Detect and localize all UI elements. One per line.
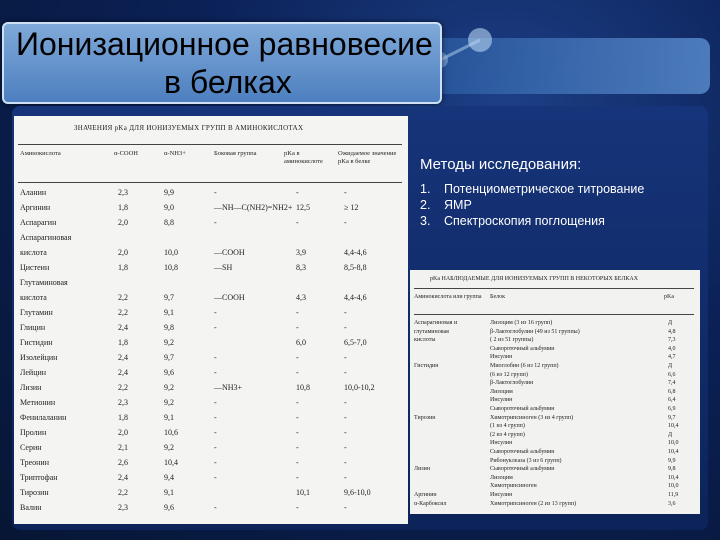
table-cell: - (214, 353, 217, 362)
table-cell: - (296, 308, 299, 317)
table-right-header: Белок (490, 294, 506, 300)
table-cell: 2,2 (118, 383, 128, 392)
table-cell: Рибонуклеаза (3 из 6 групп) (490, 457, 562, 464)
table-cell: - (296, 413, 299, 422)
table-cell: - (344, 368, 347, 377)
table-cell: - (296, 368, 299, 377)
table-cell: - (214, 188, 217, 197)
slide-title-line2: в белках (164, 64, 292, 100)
table-cell: - (214, 323, 217, 332)
slide-title-line1: Ионизационное равновесие (16, 26, 433, 62)
table-cell: 9,1 (164, 308, 174, 317)
table-cell: 10,4 (164, 458, 178, 467)
table-cell: 6,6 (668, 371, 676, 378)
table-cell: 8,3 (296, 263, 306, 272)
table-cell: - (296, 428, 299, 437)
amino-acid-pka-table (14, 116, 408, 524)
table-cell: Гистидин (20, 338, 53, 347)
table-cell: —SH (214, 263, 233, 272)
table-cell: 6,0 (296, 338, 306, 347)
table-row (14, 353, 408, 365)
table-cell: 2,0 (118, 218, 128, 227)
table-cell: 8,5-8,8 (344, 263, 367, 272)
table-cell: 2,3 (118, 188, 128, 197)
table-row (14, 428, 408, 440)
table-row (14, 503, 408, 515)
table-cell: 4,4-4,6 (344, 293, 367, 302)
table-cell: 2,2 (118, 293, 128, 302)
table-cell: - (214, 458, 217, 467)
table-cell: 3,6 (668, 500, 676, 507)
divider (414, 288, 694, 289)
protein-pka-table (410, 270, 700, 514)
table-cell: 9,8 (164, 323, 174, 332)
table-cell: 10,8 (164, 263, 178, 272)
table-cell: Миоглобин (6 из 12 групп) (490, 363, 559, 369)
table-cell: кислота (20, 293, 47, 302)
table-cell: 1,8 (118, 263, 128, 272)
table-cell: Инсулин (490, 397, 513, 404)
list-number: 3. (420, 214, 431, 228)
table-cell: Химотрипсиноген (2 из 13 групп) (490, 500, 577, 507)
table-cell: (2 из 4 групп) (490, 431, 525, 438)
list-item (420, 214, 644, 230)
table-cell: 9,2 (164, 338, 174, 347)
table-cell: Сывороточный альбумин (490, 449, 555, 455)
table-right-header: pKa (664, 294, 674, 300)
table-cell: 9,6 (164, 368, 174, 377)
table-cell: Лизоцим (490, 388, 513, 395)
table-cell: —COOH (214, 248, 245, 257)
table-cell: —COOH (214, 293, 245, 302)
table-cell: - (214, 443, 217, 452)
table-cell: 8,8 (164, 218, 174, 227)
table-row (14, 323, 408, 335)
table-cell: Аргинин (20, 203, 51, 212)
table-row (14, 473, 408, 485)
table-cell: Д (668, 363, 673, 369)
table-cell: - (296, 473, 299, 482)
table-cell: - (344, 503, 347, 512)
list-number: 2. (420, 198, 431, 212)
table-cell: 9,6 (164, 503, 174, 512)
table-cell: Сывороточный альбумин (490, 466, 555, 473)
table-left-header: pKa в аминокислоте (284, 150, 323, 165)
table-cell: - (296, 218, 299, 227)
table-cell: 6,5-7,0 (344, 338, 367, 347)
table-cell: Пролин (20, 428, 47, 437)
table-cell: ≥ 12 (344, 203, 359, 212)
table-cell: β-Лактоглобулин (490, 380, 534, 387)
list-item (420, 198, 644, 214)
table-cell: - (296, 353, 299, 362)
table-cell: кислота (20, 248, 47, 257)
table-cell: - (344, 428, 347, 437)
table-row (14, 338, 408, 350)
table-cell: 4,3 (296, 293, 306, 302)
table-cell: - (214, 428, 217, 437)
table-cell: Гистидин (414, 363, 439, 369)
table-cell: —NH—C(NH2)=NH2+ (214, 203, 293, 212)
table-cell: - (344, 473, 347, 482)
table-cell: 2,6 (118, 458, 128, 467)
table-cell: Д (668, 431, 673, 438)
table-cell: 6,4 (668, 397, 676, 404)
table-cell: 9,9 (668, 457, 676, 464)
table-cell: - (344, 443, 347, 452)
table-cell: 4,4-4,6 (344, 248, 367, 257)
table-cell: 1,8 (118, 203, 128, 212)
table-cell: Тирозин (414, 414, 436, 421)
table-cell: 10,4 (668, 474, 679, 481)
table-cell: Глутаминовая (20, 278, 68, 287)
table-cell: Треонин (20, 458, 49, 467)
table-row (14, 458, 408, 470)
table-cell: 7,3 (668, 337, 676, 344)
table-cell: Инсулин (490, 354, 513, 361)
list-text: Спектроскопия поглощения (444, 214, 605, 228)
divider (18, 144, 402, 145)
table-cell: 2,1 (118, 443, 128, 452)
table-cell: Аланин (20, 188, 47, 197)
table-cell: 9,7 (668, 414, 676, 421)
table-cell: Глутамин (20, 308, 53, 317)
table-left-title: ЗНАЧЕНИЯ pKa ДЛЯ ИОНИЗУЕМЫХ ГРУПП В АМИНОКИСЛОТАХ (74, 124, 304, 132)
table-cell: 2,4 (118, 353, 128, 362)
table-cell: 2,2 (118, 308, 128, 317)
table-cell: 9,2 (164, 398, 174, 407)
table-cell: Сывороточный альбумин (490, 406, 555, 412)
table-left-header: Ожидаемое значение pKa в белке (338, 150, 397, 165)
table-cell: 10,4 (668, 423, 679, 430)
table-cell: 10,0 (164, 248, 178, 257)
table-cell: Тирозин (20, 488, 49, 497)
table-cell: 7,4 (668, 380, 676, 387)
table-row (14, 383, 408, 395)
table-cell: Сывороточный альбумин (490, 345, 555, 352)
table-cell: Лизоцим (490, 474, 513, 481)
table-cell: - (214, 398, 217, 407)
table-cell: Д (668, 320, 673, 326)
table-cell: - (296, 323, 299, 332)
table-cell: Инсулин (490, 440, 513, 447)
table-cell: 1,8 (118, 413, 128, 422)
table-cell: - (344, 323, 347, 332)
table-cell: - (214, 218, 217, 227)
table-cell: 10,0-10,2 (344, 383, 375, 392)
table-cell: 1,8 (118, 338, 128, 347)
table-cell: Валин (20, 503, 42, 512)
table-cell: Аспарагиновая (20, 233, 72, 242)
table-cell: 6,9 (668, 406, 676, 412)
table-cell: Фенилаланин (20, 413, 67, 422)
table-row (14, 278, 408, 290)
table-cell: Лизоцим (3 из 16 групп) (490, 320, 553, 326)
table-cell: 2,0 (118, 248, 128, 257)
table-cell: —NH3+ (214, 383, 243, 392)
table-left-header: Боковая группа (214, 150, 257, 157)
table-cell: Изолейцин (20, 353, 58, 362)
table-cell: - (344, 188, 347, 197)
table-cell: Триптофан (20, 473, 58, 482)
table-cell: 12,5 (296, 203, 310, 212)
table-cell: 3,9 (296, 248, 306, 257)
table-cell: 9,2 (164, 383, 174, 392)
table-cell: 4,0 (668, 345, 676, 352)
table-cell: 9,1 (164, 413, 174, 422)
table-cell: 10,4 (668, 449, 679, 455)
table-cell: 9,7 (164, 353, 174, 362)
table-cell: Аргинин (414, 492, 437, 498)
table-row (14, 233, 408, 245)
table-cell: - (344, 308, 347, 317)
table-cell: - (344, 218, 347, 227)
table-cell: 9,2 (164, 443, 174, 452)
table-cell: ( 2 из 51 группы) (490, 337, 534, 344)
divider (18, 182, 402, 183)
table-cell: 2,3 (118, 398, 128, 407)
table-cell: α-Карбоксил (414, 500, 447, 507)
table-row (14, 488, 408, 500)
table-cell: - (296, 443, 299, 452)
table-cell: 9,4 (164, 473, 174, 482)
table-cell: - (344, 458, 347, 467)
methods-list (420, 182, 644, 230)
table-cell: - (214, 503, 217, 512)
table-row (14, 413, 408, 425)
table-cell: Лизин (20, 383, 42, 392)
slide-title-box (2, 22, 442, 104)
table-cell: 10,8 (296, 383, 310, 392)
table-cell: β-Лактоглобулин (49 из 51 группы) (490, 328, 580, 335)
table-cell: - (214, 473, 217, 482)
table-row (14, 218, 408, 230)
table-cell: 2,2 (118, 488, 128, 497)
table-cell: - (214, 368, 217, 377)
table-row (14, 248, 408, 260)
table-cell: 9,9 (164, 188, 174, 197)
table-cell: (6 из 12 групп) (490, 371, 528, 378)
table-row (14, 263, 408, 275)
table-cell: 4,7 (668, 354, 676, 361)
table-cell: Глицин (20, 323, 46, 332)
table-cell: - (296, 398, 299, 407)
table-cell: 2,0 (118, 428, 128, 437)
list-text: Потенциометрическое титрование (444, 182, 645, 196)
table-cell: Инсулин (490, 492, 513, 498)
table-cell: 2,4 (118, 368, 128, 377)
methods-heading: Методы исследования: (420, 156, 582, 173)
divider (414, 314, 694, 315)
table-cell: - (344, 413, 347, 422)
table-cell: 9,8 (668, 466, 676, 473)
table-cell: - (214, 413, 217, 422)
table-cell: 10,0 (668, 440, 679, 447)
table-cell: кислоты (414, 337, 436, 344)
table-cell: - (296, 458, 299, 467)
list-number: 1. (420, 182, 431, 196)
table-row (14, 368, 408, 380)
table-cell: 9,7 (164, 293, 174, 302)
table-cell: глутаминовая (414, 328, 449, 335)
table-row (14, 293, 408, 305)
table-left-header: α-NH3+ (164, 150, 186, 157)
table-row (14, 308, 408, 320)
table-cell: Аспарагиновая и (414, 320, 458, 326)
table-row (14, 443, 408, 455)
table-cell: 11,9 (668, 492, 679, 498)
table-cell: 2,4 (118, 473, 128, 482)
table-cell: Лейцин (20, 368, 47, 377)
list-text: ЯМР (444, 198, 472, 212)
table-row (410, 501, 700, 510)
table-cell: Аспарагин (20, 218, 57, 227)
list-item (420, 182, 644, 198)
table-left-header: α-COOH (114, 150, 138, 157)
table-cell: Серин (20, 443, 42, 452)
table-cell: Химотрипсиноген (490, 483, 537, 490)
table-cell: - (214, 308, 217, 317)
table-cell: 2,3 (118, 503, 128, 512)
table-cell: 9,1 (164, 488, 174, 497)
table-row (14, 188, 408, 200)
table-cell: 9,0 (164, 203, 174, 212)
table-cell: - (296, 188, 299, 197)
table-row (14, 203, 408, 215)
table-cell: 10,0 (668, 483, 679, 490)
table-left-header: Аминокислота (20, 150, 61, 157)
table-cell: Метионин (20, 398, 56, 407)
table-cell: 10,6 (164, 428, 178, 437)
table-cell: - (296, 503, 299, 512)
table-row (14, 398, 408, 410)
table-cell: Лизин (414, 466, 431, 473)
table-cell: Химотрипсиноген (3 из 4 групп) (490, 414, 574, 421)
table-cell: Цистеин (20, 263, 50, 272)
table-cell: - (344, 398, 347, 407)
table-cell: 10,1 (296, 488, 310, 497)
table-right-title: pKa НАБЛЮДАЕМЫЕ ДЛЯ ИОНИЗУЕМЫХ ГРУПП В НЕКОТОРЫХ БЕЛКАХ (430, 276, 639, 282)
table-cell: 4,8 (668, 328, 676, 335)
table-cell: 6,8 (668, 388, 676, 395)
table-right-header: Аминокислота или группа (414, 294, 482, 300)
table-cell: - (344, 353, 347, 362)
table-cell: (1 из 4 групп) (490, 423, 525, 430)
table-cell: 9,6-10,0 (344, 488, 371, 497)
table-cell: 2,4 (118, 323, 128, 332)
